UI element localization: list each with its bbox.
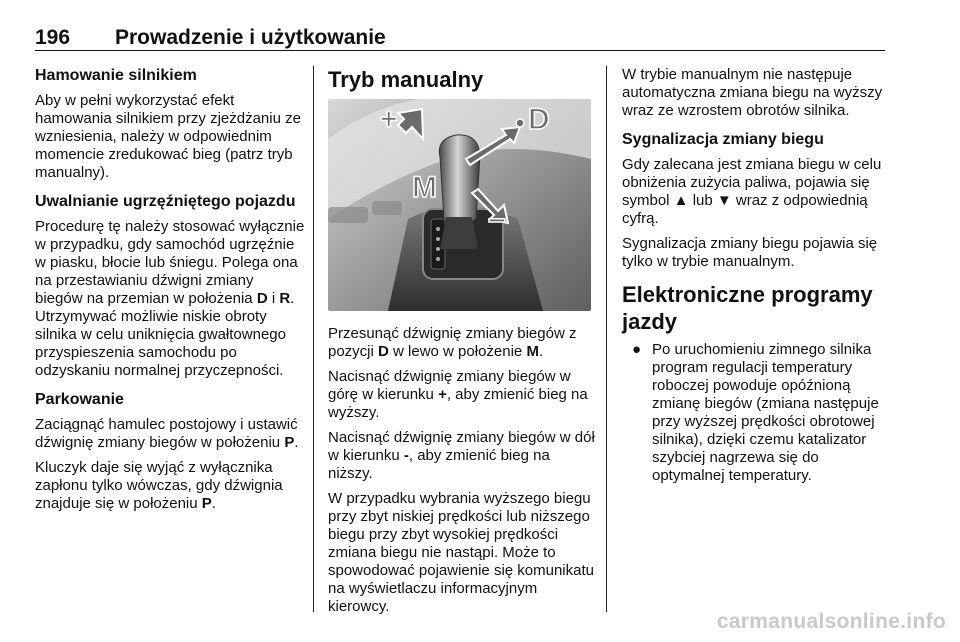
text-segment: , aby zmienić bieg na wyższy.: [328, 386, 588, 421]
column-divider-2: [606, 66, 607, 612]
text-segment: , aby zmienić bieg na niższy.: [328, 447, 550, 482]
gear-knob: [439, 135, 480, 225]
plus-symbol: +: [438, 386, 447, 403]
bullet-icon: ●: [632, 341, 642, 358]
text-segment: Zaciągnąć hamulec postojowy i ustawić dźwignię zmiany biegów w położeniu: [35, 416, 298, 451]
heading-engine-braking: Hamowanie silnikiem: [35, 67, 197, 84]
gear-d-label: D: [256, 290, 268, 307]
gear-m-label: M: [526, 343, 539, 360]
gear-lever-illustration: [328, 99, 591, 311]
figure-label-plus: +: [380, 103, 398, 136]
figure-label-d: D: [528, 103, 550, 136]
text-segment: i: [267, 290, 280, 307]
heading-unstuck: Uwalnianie ugrzęźniętego pojazdu: [35, 193, 296, 210]
list-item: [622, 341, 892, 485]
column-1: [35, 66, 305, 520]
bullet-list: [622, 341, 892, 485]
watermark-text: carmanualsonline.info: [716, 610, 946, 633]
gear-boot: [440, 217, 478, 249]
column-divider-1: [313, 66, 314, 612]
paragraph-signal-2: Sygnalizacja zmiany biegu pojawia się tylko w trybie manualnym.: [622, 235, 878, 270]
text-segment: Przesunąć dźwignię zmiany biegów z pozycji: [328, 325, 577, 360]
indicator-dot: [436, 247, 440, 251]
text-segment: Nacisnąć dźwignię zmiany biegów w dół w kierunku: [328, 429, 595, 464]
gear-p-label: P: [284, 434, 295, 451]
paragraph-manual-4: W przypadku wybrania wyższego biegu przy zbyt niskiej prędkości lub niższego biegu przy zbyt wysokiej prędkości zmiana biegu nie nastąpi. Może to spowodować pojawienie się komunikatu na wyświetlaczu informacyjnym kierowcy.: [328, 490, 594, 615]
heading-gear-signal: Sygnalizacja zmiany biegu: [622, 131, 824, 148]
paragraph-manual-2: [328, 368, 598, 422]
paragraph-engine-braking: Aby w pełni wykorzystać efekt hamowania silnikiem przy zjeżdżaniu ze wzniesienia, należy w odpowiednim momencie zredukować bieg (patrz tryb manualny).: [35, 92, 301, 181]
text-segment: Procedurę tę należy stosować wyłącznie w przypadku, gdy samochód ugrzęźnie w piasku, błocie lub śniegu. Polega ona na przestawianiu dźwigni zmiany biegów na przemian w położenia: [35, 218, 305, 307]
gear-r-label: R: [279, 290, 291, 307]
text-segment: Kluczyk daje się wyjąć z wyłącznika zapłonu tylko wówczas, gdy dźwignia znajduje się w położeniu: [35, 459, 283, 512]
figure-label-minus: –: [488, 200, 506, 236]
heading-manual-mode: Tryb manualny: [328, 67, 484, 92]
figure-label-m: M: [412, 171, 437, 204]
minus-symbol: -: [403, 447, 409, 464]
position-dot-icon: [516, 119, 524, 127]
paragraph-signal-1: Gdy zalecana jest zmiana biegu w celu obniżenia zużycia paliwa, pojawia się symbol ▲ lub ▼ wraz z odpowiednią cyfrą.: [622, 156, 882, 227]
text-segment: .: [211, 495, 216, 512]
column-3: [622, 66, 892, 485]
console-button: [328, 207, 368, 223]
page-header: [35, 26, 885, 51]
text-segment: .: [538, 343, 544, 360]
indicator-dot: [436, 257, 440, 261]
paragraph-manual-continued: W trybie manualnym nie następuje automatyczna zmiana biegu na wyższy wraz ze wzrostem obrotów silnika.: [622, 66, 883, 119]
heading-electronic-programs: Elektroniczne programy jazdy: [622, 282, 873, 334]
paragraph-manual-1: [328, 325, 598, 361]
indicator-dot: [436, 227, 440, 231]
text-segment: Nacisnąć dźwignię zmiany biegów w górę w kierunku: [328, 368, 571, 403]
bullet-text: Po uruchomieniu zimnego silnika program regulacji temperatury roboczej powoduje opóźnioną zmianę biegów (zmiana następuje przy wyższej prędkości obrotowej silnika), dzięki czemu katalizator szybciej nagrzewa się do optymalnej temperatury.: [652, 341, 879, 484]
gear-p-label: P: [201, 495, 212, 512]
text-segment: w lewo w położenie: [388, 343, 527, 360]
paragraph-manual-3: [328, 429, 598, 483]
console-button: [372, 201, 402, 215]
gear-d-label: D: [378, 343, 389, 360]
paragraph-unstuck: [35, 218, 305, 380]
text-segment: . Utrzymywać możliwie niskie obroty silnika w celu uniknięcia gwałtownego przyspieszenia samochodu po odzyskaniu normalnej przyczepności.: [35, 290, 295, 379]
text-segment: .: [294, 434, 299, 451]
heading-parking: Parkowanie: [35, 391, 124, 408]
gear-lever-figure: [328, 99, 591, 311]
column-2: [328, 66, 598, 623]
page-number: 196: [35, 26, 71, 49]
indicator-dot: [436, 237, 440, 241]
paragraph-parking-1: [35, 416, 305, 452]
running-title: Prowadzenie i użytkowanie: [115, 26, 386, 49]
paragraph-parking-2: [35, 459, 305, 513]
